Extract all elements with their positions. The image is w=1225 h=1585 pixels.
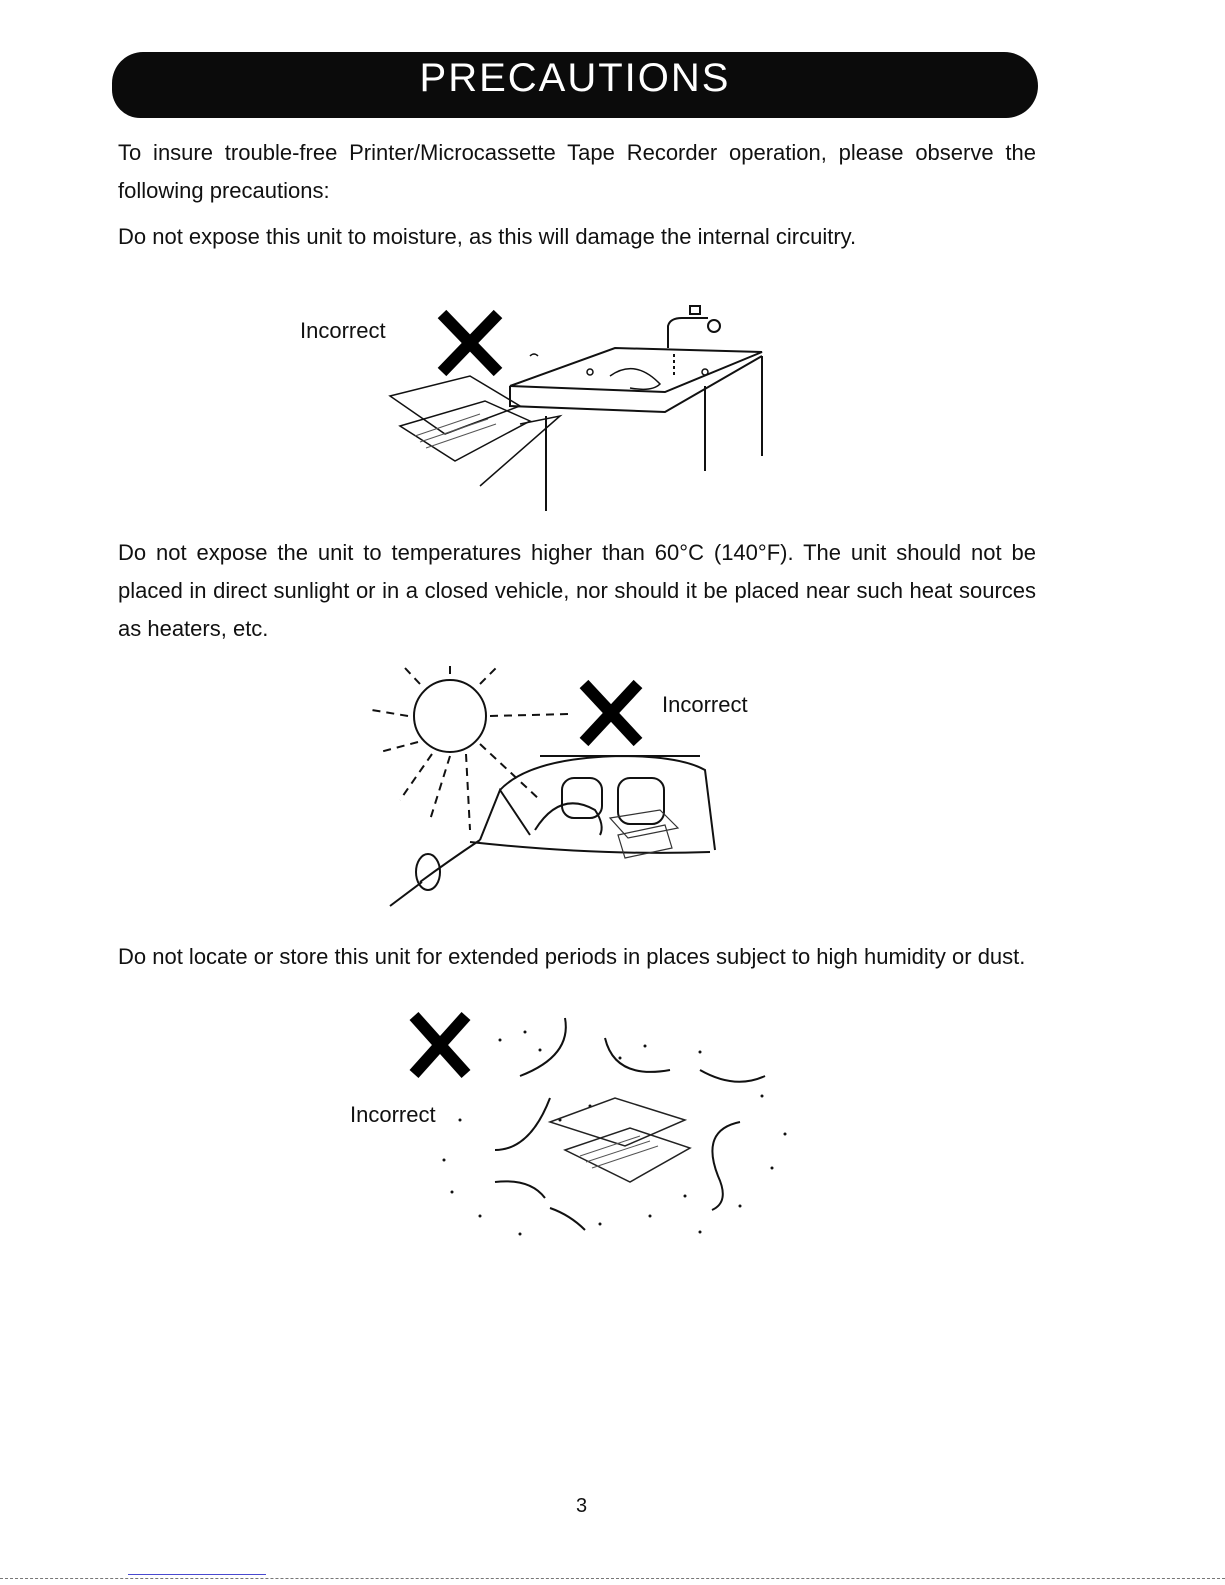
incorrect-label-moisture: Incorrect	[300, 318, 386, 343]
page-title: PRECAUTIONS	[419, 55, 731, 100]
dust-humidity-illustration	[400, 1010, 800, 1250]
incorrect-label-humidity: Incorrect	[350, 1102, 436, 1127]
precaution-temperature-text: Do not expose the unit to temperatures higher than 60°C (140°F). The unit should not be placed in direct sunlight or in a closed vehicle, nor should it be placed near such heat sources as heaters, etc.	[118, 540, 1036, 641]
title-banner	[112, 52, 1038, 118]
dust-cloud-icon	[495, 1018, 765, 1230]
x-mark-icon	[442, 314, 498, 372]
moisture-illustration	[360, 296, 780, 516]
printer-unit-icon	[550, 1098, 690, 1182]
intro-paragraph: To insure trouble-free Printer/Microcassette Tape Recorder operation, please observe the following precautions:	[118, 140, 1036, 203]
precaution-moisture-text: Do not expose this unit to moisture, as this will damage the internal circuitry.	[118, 224, 857, 249]
footer-mark	[128, 1574, 266, 1575]
footer-rule	[0, 1578, 1225, 1579]
faucet-icon	[668, 306, 720, 378]
water-splash-icon	[530, 354, 708, 389]
sink-icon	[510, 348, 762, 511]
incorrect-label-temperature: Incorrect	[662, 692, 748, 717]
page-number: 3	[576, 1495, 588, 1517]
printer-unit-icon	[390, 376, 560, 486]
sun-icon	[372, 660, 570, 830]
sun-car-illustration	[360, 660, 780, 920]
precaution-humidity-text: Do not locate or store this unit for extended periods in places subject to high humidity or dust.	[118, 944, 1026, 969]
x-mark-icon	[584, 684, 638, 742]
x-mark-icon	[414, 1016, 466, 1074]
